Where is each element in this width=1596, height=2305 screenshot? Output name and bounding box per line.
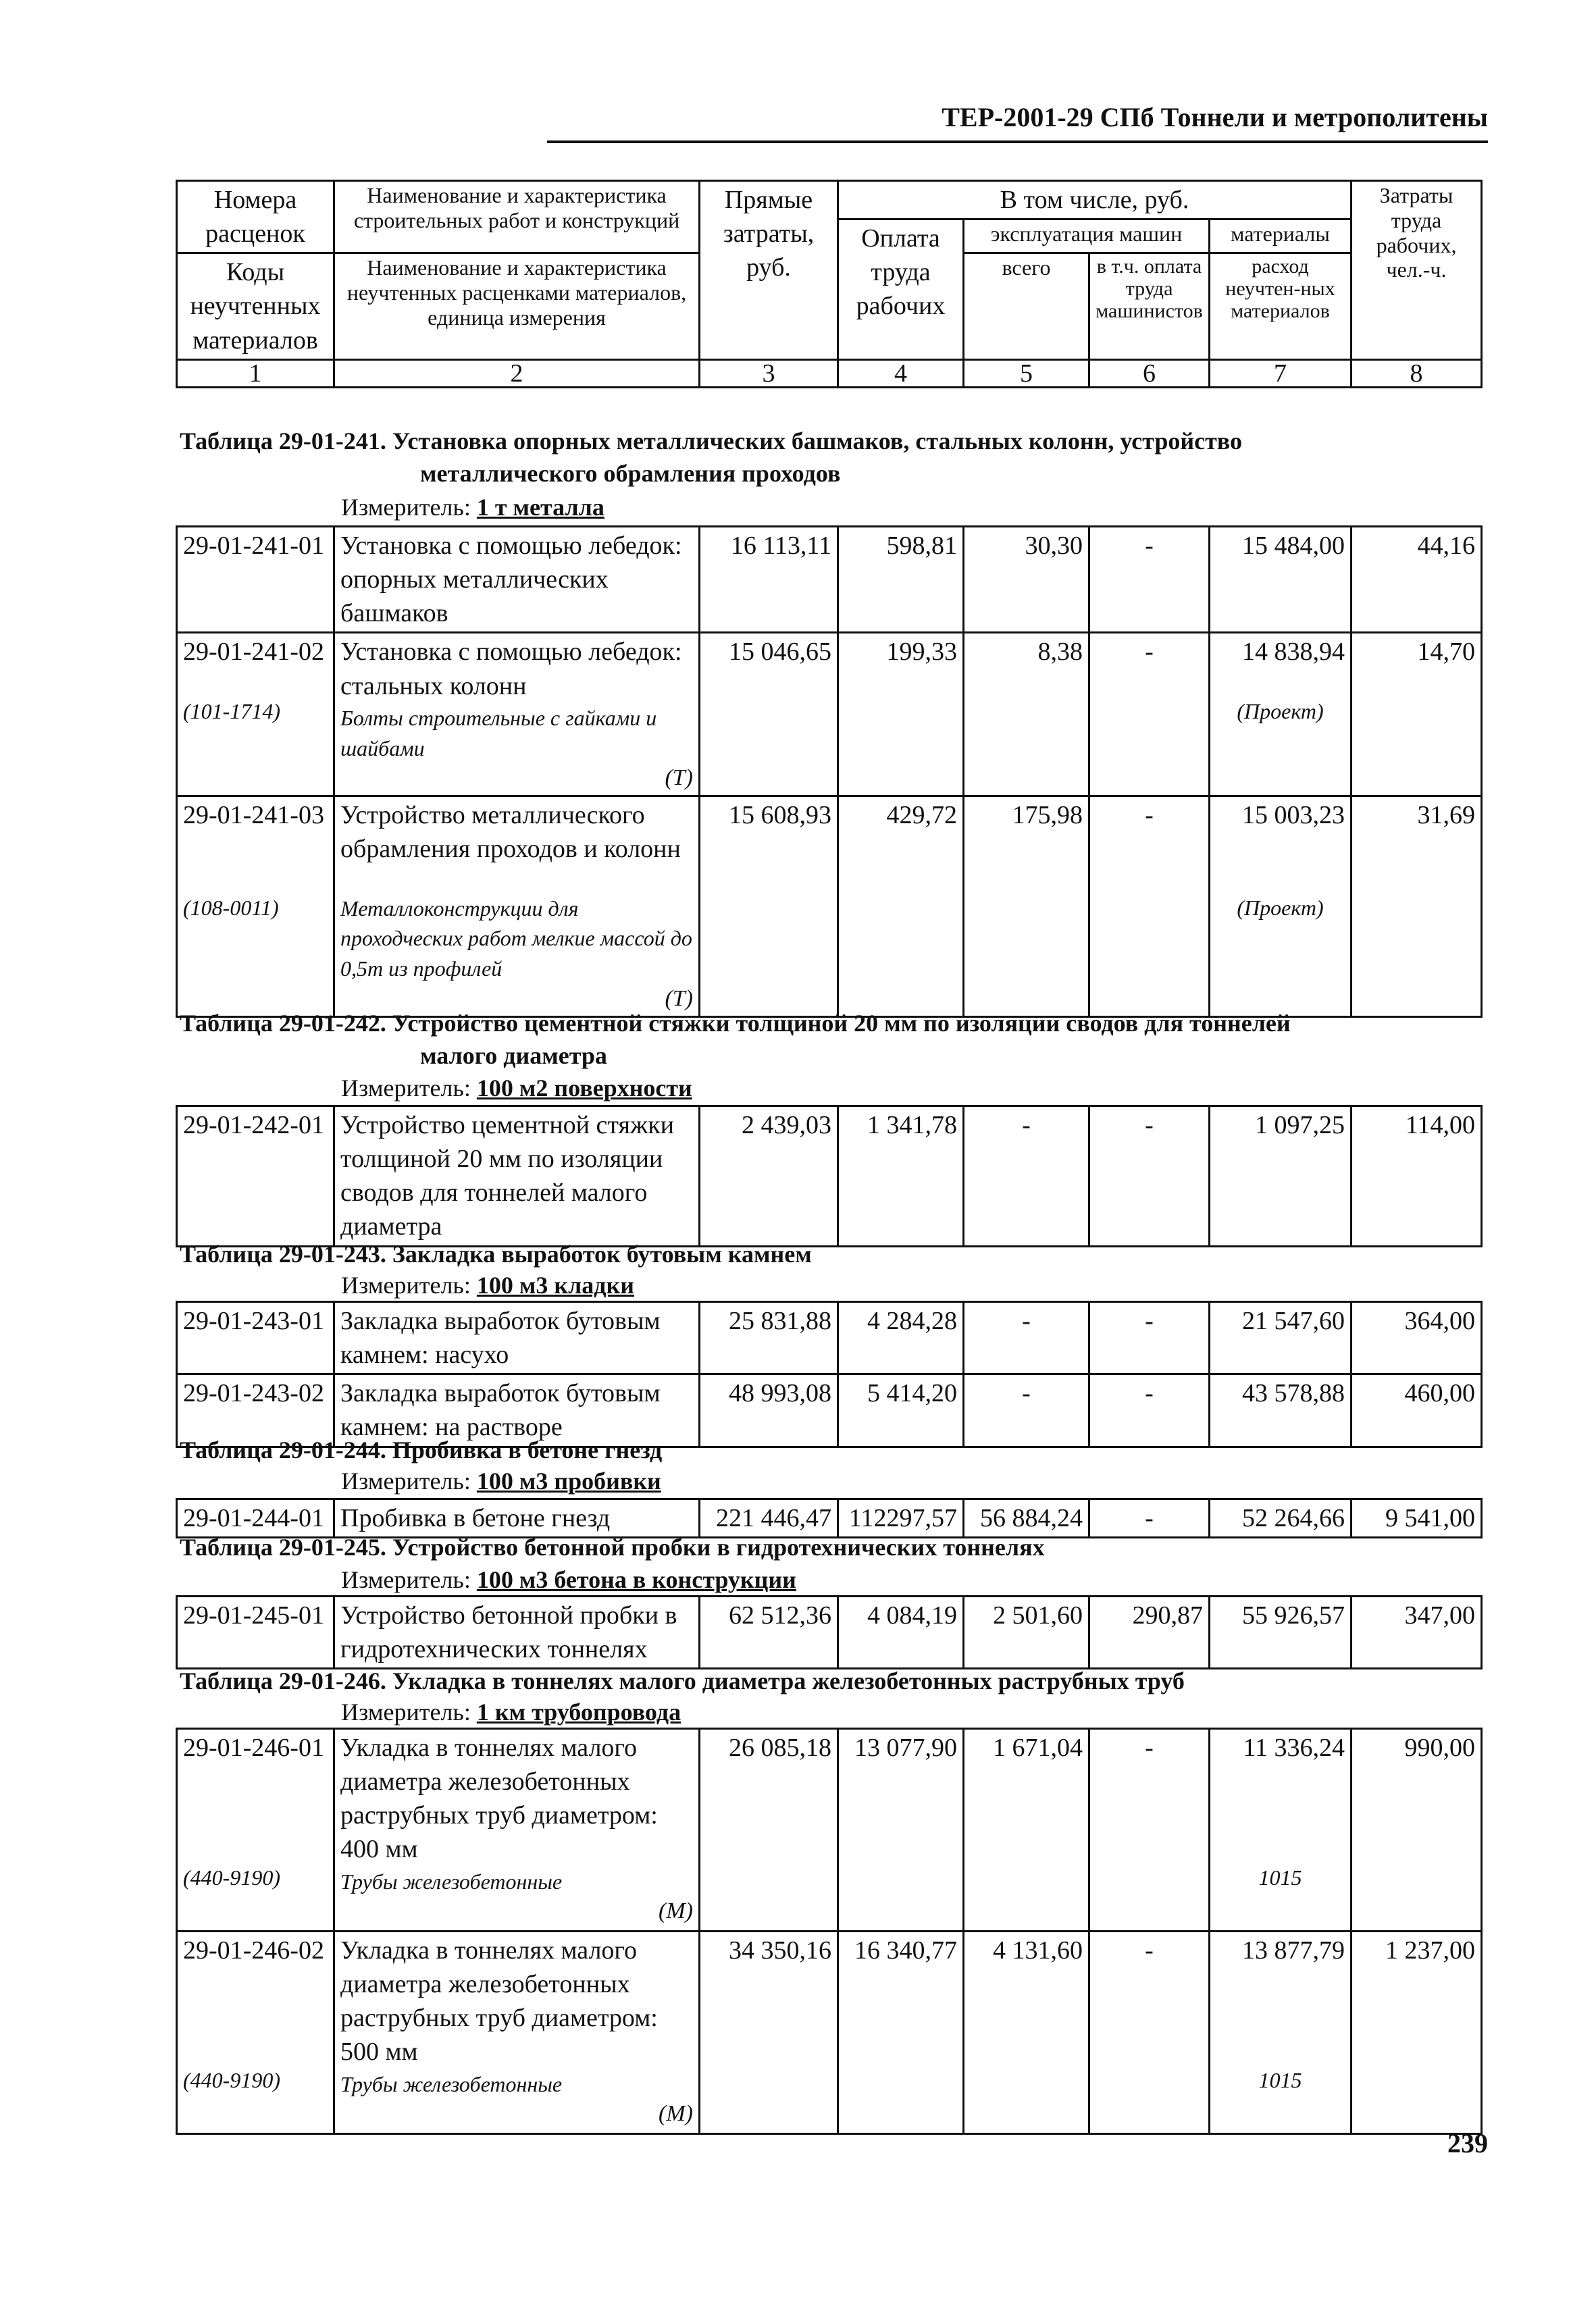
header-materials: материалы [1210,219,1352,253]
machinist-labor: - [1089,1932,1210,2134]
table-row [177,527,1482,633]
header-number: 8 [1352,359,1482,387]
material-code: (108-0011) [183,896,279,921]
direct-cost: 221 446,47 [700,1499,838,1538]
labor-hours: 44,16 [1352,527,1482,633]
material-name: Болты строительные с гайками и шайбами [340,705,657,760]
labor-cost: 4 284,28 [838,1302,964,1374]
material-quantity: 1015 [1258,2068,1302,2093]
labor-cost: 598,81 [838,527,964,633]
materials-cost: 13 877,79 1015 [1210,1932,1352,2134]
table-246-title: Таблица 29-01-246. Укладка в тоннелях малого диаметра железобетонных раструбных труб [180,1667,1185,1694]
table-243-title: Таблица 29-01-243. Закладка выработок бутовым камнем [180,1241,812,1268]
table-241-measure: Измеритель: 1 т металла [341,494,604,521]
rate-code: 29-01-244-01 [177,1499,334,1538]
rate-code: 29-01-245-01 [177,1597,334,1669]
machinist-labor: - [1089,1106,1210,1247]
material-quantity: (Проект) [1237,896,1324,921]
labor-hours: 9 541,00 [1352,1499,1482,1538]
materials-cost: 15 484,00 [1210,527,1352,633]
material-code: (101-1714) [183,698,280,723]
material-name: Металлоконструкции для проходческих работ мелкие массой до 0,5т из профилей [340,896,692,981]
labor-hours: 460,00 [1352,1374,1482,1447]
machine-cost: - [964,1106,1089,1247]
materials-cost: 14 838,94 (Проект) [1210,633,1352,796]
labor-hours: 364,00 [1352,1302,1482,1374]
materials-cost: 52 264,66 [1210,1499,1352,1538]
header-col6: в т.ч. оплата труда машинистов [1089,253,1210,359]
table-row [177,1106,1482,1247]
labor-hours: 347,00 [1352,1597,1482,1669]
header-col7: расход неучтен-ных материалов [1210,253,1352,359]
material-name: Трубы железобетонные [340,2071,563,2096]
direct-cost: 15 046,65 [700,633,838,796]
work-name: Закладка выработок бутовым камнем: на растворе [334,1374,700,1447]
header-col3: Прямые затраты, руб. [700,181,838,360]
work-name: Закладка выработок бутовым камнем: насухо [334,1302,700,1374]
materials-cost: 1 097,25 [1210,1106,1352,1247]
table-243-measure: Измеритель: 100 м3 кладки [341,1272,634,1299]
labor-cost: 16 340,77 [838,1932,964,2134]
header-machines: эксплуатация машин [964,219,1210,253]
rate-code: 29-01-241-03 (108-0011) [177,796,334,1017]
labor-hours: 990,00 [1352,1729,1482,1932]
header-number: 2 [334,359,700,387]
header-rule [547,140,1488,143]
work-name: Пробивка в бетоне гнезд [334,1499,700,1538]
material-name: Трубы железобетонные [340,1869,563,1894]
labor-cost: 429,72 [838,796,964,1017]
labor-cost: 4 084,19 [838,1597,964,1669]
table-row [177,1597,1482,1669]
header-number: 6 [1089,359,1210,387]
table-row [177,1729,1482,1932]
header-col4: Оплата труда рабочих [838,219,964,360]
material-quantity: (Проект) [1237,698,1324,723]
rate-code: 29-01-243-02 [177,1374,334,1447]
machinist-labor: 290,87 [1089,1597,1210,1669]
labor-cost: 199,33 [838,633,964,796]
labor-cost: 5 414,20 [838,1374,964,1447]
labor-cost: 112297,57 [838,1499,964,1538]
table-row [177,1932,1482,2134]
machine-cost: - [964,1374,1089,1447]
machinist-labor: - [1089,1729,1210,1932]
machine-cost: 175,98 [964,796,1089,1017]
machinist-labor: - [1089,1302,1210,1374]
header-number: 5 [964,359,1089,387]
column-header-table [176,180,1483,388]
material-tag: (Т) [665,985,693,1011]
labor-cost: 13 077,90 [838,1729,964,1932]
table-row [177,633,1482,796]
header-col5: всего [964,253,1089,359]
table-241-title: Таблица 29-01-241. Установка опорных металлических башмаков, стальных колонн, устройство металлического обрамления проходов [180,428,1242,487]
rate-code: 29-01-242-01 [177,1106,334,1247]
machine-cost: 4 131,60 [964,1932,1089,2134]
material-tag: (Т) [665,765,693,791]
materials-cost: 55 926,57 [1210,1597,1352,1669]
machine-cost: 8,38 [964,633,1089,796]
table-242-measure: Измеритель: 100 м2 поверхности [341,1074,692,1102]
machinist-labor: - [1089,527,1210,633]
table-row [177,796,1482,1017]
table-246-measure: Измеритель: 1 км трубопровода [341,1699,681,1726]
material-code: (440-9190) [183,2068,280,2093]
table-242 [176,1105,1483,1247]
table-245 [176,1595,1483,1669]
labor-hours: 1 237,00 [1352,1932,1482,2134]
materials-cost: 15 003,23 (Проект) [1210,796,1352,1017]
header-group: В том числе, руб. [838,181,1352,219]
table-243 [176,1301,1483,1448]
work-name: Укладка в тоннелях малого диаметра железобетонных раструбных труб диаметром: 400 мм Трубы железобетонные (М) [334,1729,700,1932]
machine-cost: 1 671,04 [964,1729,1089,1932]
machinist-labor: - [1089,1499,1210,1538]
work-name: Устройство цементной стяжки толщиной 20 мм по изоляции сводов для тоннелей малого диаметра [334,1106,700,1247]
work-name: Устройство бетонной пробки в гидротехнических тоннелях [334,1597,700,1669]
table-246 [176,1728,1483,2135]
work-name: Устройство металлического обрамления проходов и колонн Металлоконструкции для проходческих работ мелкие массой до 0,5т из профилей (Т) [334,796,700,1017]
direct-cost: 62 512,36 [700,1597,838,1669]
work-name: Установка с помощью лебедок: опорных металлических башмаков [334,527,700,633]
work-name: Установка с помощью лебедок: стальных колонн Болты строительные с гайками и шайбами (Т) [334,633,700,796]
direct-cost: 15 608,93 [700,796,838,1017]
table-241 [176,525,1483,1018]
machinist-labor: - [1089,1374,1210,1447]
direct-cost: 2 439,03 [700,1106,838,1247]
material-quantity: 1015 [1258,1865,1302,1890]
material-tag: (М) [659,2101,693,2127]
direct-cost: 25 831,88 [700,1302,838,1374]
header-col2-bottom: Наименование и характеристика неучтенных расценками материалов, единица измерения [334,253,700,359]
labor-hours: 31,69 [1352,796,1482,1017]
table-244-title: Таблица 29-01-244. Пробивка в бетоне гнезд [180,1436,663,1464]
labor-hours: 14,70 [1352,633,1482,796]
machinist-labor: - [1089,633,1210,796]
materials-cost: 11 336,24 1015 [1210,1729,1352,1932]
rate-code: 29-01-243-01 [177,1302,334,1374]
machine-cost: 30,30 [964,527,1089,633]
table-244-measure: Измеритель: 100 м3 пробивки [341,1468,661,1495]
rate-code: 29-01-246-02 (440-9190) [177,1932,334,2134]
direct-cost: 48 993,08 [700,1374,838,1447]
direct-cost: 16 113,11 [700,527,838,633]
header-col2-top: Наименование и характеристика строительных работ и конструкций [334,181,700,253]
material-tag: (М) [659,1898,693,1924]
materials-cost: 21 547,60 [1210,1302,1352,1374]
labor-hours: 114,00 [1352,1106,1482,1247]
rate-code: 29-01-241-02 (101-1714) [177,633,334,796]
direct-cost: 34 350,16 [700,1932,838,2134]
header-number: 3 [700,359,838,387]
machine-cost: - [964,1302,1089,1374]
machine-cost: 56 884,24 [964,1499,1089,1538]
machinist-labor: - [1089,796,1210,1017]
header-col1-top: Номера расценок [177,181,334,253]
header-number: 7 [1210,359,1352,387]
table-row [177,1302,1482,1374]
table-242-title: Таблица 29-01-242. Устройство цементной стяжки толщиной 20 мм по изоляции сводов для тоннелей малого диаметра [180,1010,1291,1069]
header-col1-bottom: Коды неучтенных материалов [177,253,334,359]
page-number: 239 [1447,2128,1488,2158]
table-245-measure: Измеритель: 100 м3 бетона в конструкции [341,1566,796,1593]
table-245-title: Таблица 29-01-245. Устройство бетонной пробки в гидротехнических тоннелях [180,1534,1045,1561]
work-name: Укладка в тоннелях малого диаметра железобетонных раструбных труб диаметром: 500 мм Трубы железобетонные (М) [334,1932,700,2134]
machine-cost: 2 501,60 [964,1597,1089,1669]
labor-cost: 1 341,78 [838,1106,964,1247]
header-number: 4 [838,359,964,387]
direct-cost: 26 085,18 [700,1729,838,1932]
rate-code: 29-01-241-01 [177,527,334,633]
materials-cost: 43 578,88 [1210,1374,1352,1447]
running-header: ТЕР-2001-29 СПб Тоннели и метрополитены [942,102,1488,132]
header-number: 1 [177,359,334,387]
material-code: (440-9190) [183,1865,280,1890]
rate-code: 29-01-246-01 (440-9190) [177,1729,334,1932]
header-col8: Затраты труда рабочих, чел.-ч. [1352,181,1482,360]
